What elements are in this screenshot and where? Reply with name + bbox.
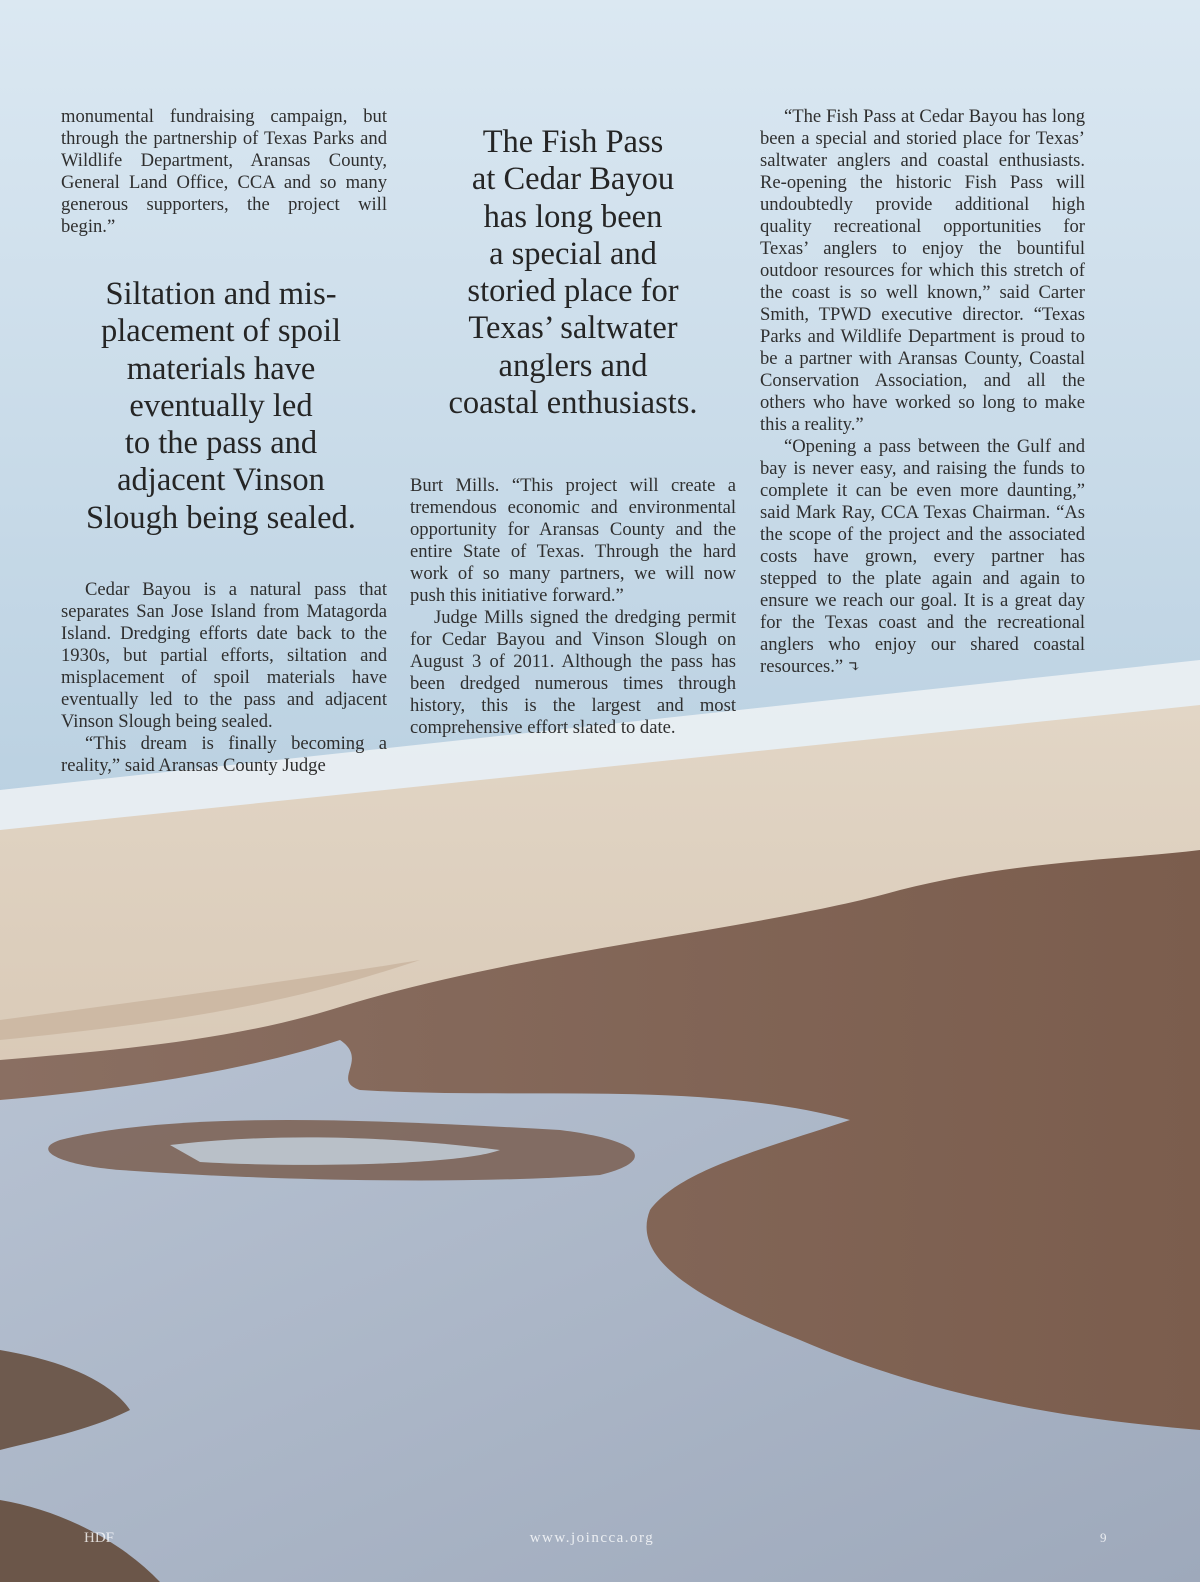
article-paragraph: “Opening a pass between the Gulf and bay is never easy, and raising the funds to complete it can be even more daunting,” said Mark Ray, CCA Texas Chairman. “As the scope of the project and the associated costs have grown, every partner has stepped to the plate again and again to ensure we reach our goal. It is a great day for the Texas coast and the recreational anglers who enjoy our shared coastal resources.” <box>760 436 1085 677</box>
footer-website: www.joincca.org <box>529 1530 655 1546</box>
pull-quote-line: Siltation and mis- <box>105 276 337 312</box>
pull-quote-line: to the pass and <box>124 425 318 462</box>
article-column-1-bottom <box>61 579 387 777</box>
arrow-end-icon: ↴ <box>847 659 861 676</box>
pull-quote-line: placement of spoil <box>100 313 342 350</box>
pull-quote-line: The Fish Pass <box>482 124 664 160</box>
article-paragraph: monumental fundraising campaign, but through the partnership of Texas Parks and Wildlife Department, Aransas County, General Land Office, CCA and so many generous supporters, the project will begin.” <box>61 106 387 237</box>
page-number: 9 <box>1100 1530 1107 1545</box>
article-paragraph: Judge Mills signed the dredging permit for Cedar Bayou and Vinson Slough on August 3 of 2011. Although the pass has been dredged numerous times through history, this is the largest and most comprehensive effort slated to date. <box>410 607 736 738</box>
article-paragraph: “This dream is finally becoming a reality,” said Aransas County Judge <box>61 733 387 776</box>
pull-quote-line: adjacent Vinson <box>117 462 325 499</box>
pull-quote-center <box>402 124 744 422</box>
pull-quote-left <box>48 276 394 537</box>
pull-quote-line: materials have <box>126 350 316 387</box>
article-column-2 <box>410 475 736 739</box>
article-paragraph: Cedar Bayou is a natural pass that separates San Jose Island from Matagorda Island. Dredging efforts date back to the 1930s, but partial efforts, siltation and misplacement of spoil materials have eventually led to the pass and adjacent Vinson Slough being sealed. <box>61 579 387 732</box>
pull-quote-line: Slough being sealed. <box>86 499 356 536</box>
pull-quote-line: at Cedar Bayou <box>471 161 675 198</box>
pull-quote-line: has long been <box>483 198 663 235</box>
article-paragraph: Burt Mills. “This project will create a tremendous economic and environmental opportunity for Aransas County and the entire State of Texas. Through the hard work of so many partners, we will now push this initiative forward.” <box>410 475 736 606</box>
pull-quote-line: eventually led <box>129 387 313 424</box>
article-paragraph-last <box>760 436 1085 679</box>
footer-left-label: HDF <box>84 1530 115 1546</box>
article-paragraph: “The Fish Pass at Cedar Bayou has long been a special and storied place for Texas’ saltwater anglers and coastal enthusiasts. Re-opening the historic Fish Pass will undoubtedly provide additional high quality recreational opportunities for Texas’ anglers to enjoy the bountiful outdoor resources for which this stretch of the coast is so well known,” said Carter Smith, TPWD executive director. “Texas Parks and Wildlife Department is proud to be a partner with Aransas County, Coastal Conservation Association, and all the others who have worked so long to make this a reality.” <box>760 106 1085 435</box>
pull-quote-line: coastal enthusiasts. <box>448 385 698 422</box>
article-column-1-top <box>61 106 387 238</box>
pull-quote-line: storied place for <box>467 273 679 310</box>
article-column-3 <box>760 106 1085 679</box>
pull-quote-line: anglers and <box>498 347 648 384</box>
pull-quote-line: Texas’ saltwater <box>468 310 678 347</box>
pull-quote-line: a special and <box>489 235 657 272</box>
